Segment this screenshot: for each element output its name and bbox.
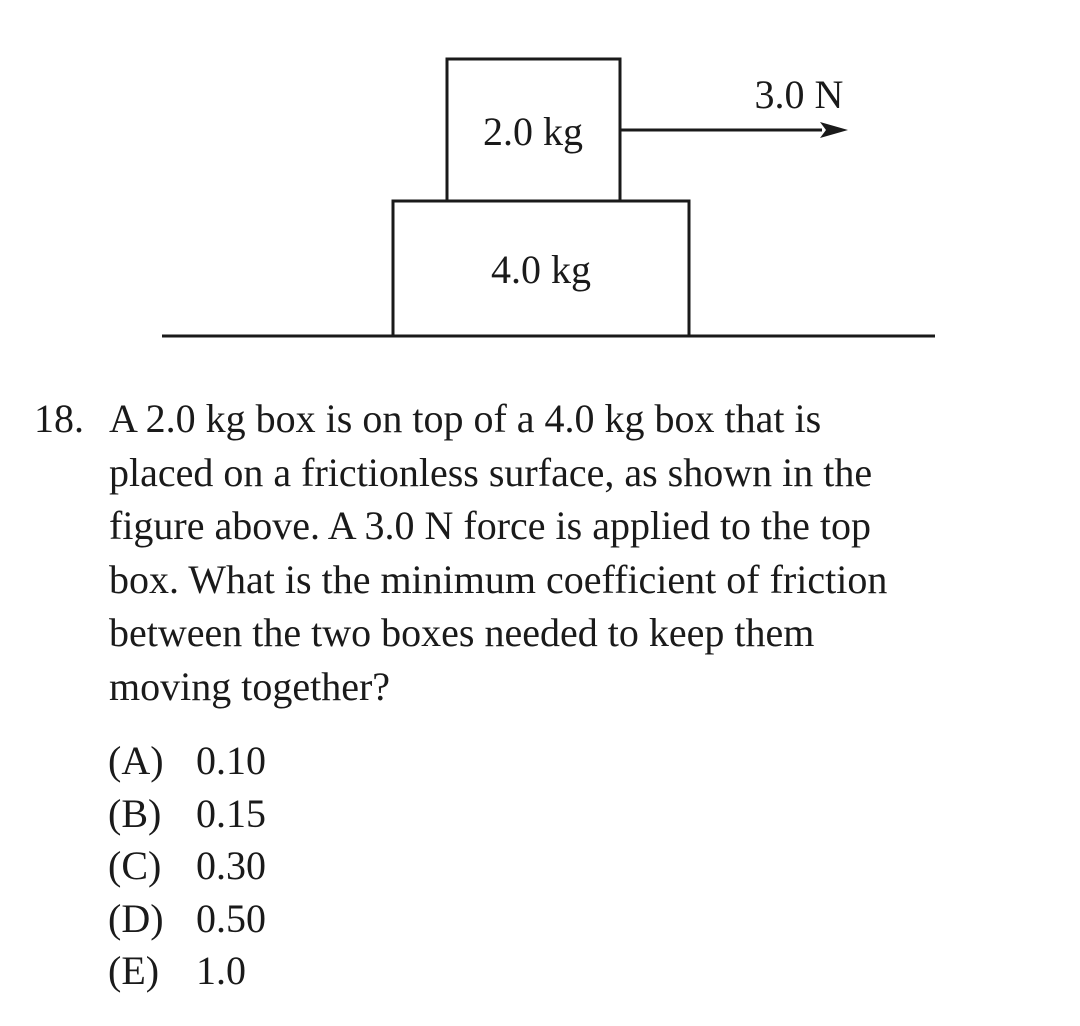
bottom-box-label: 4.0 kg bbox=[491, 247, 591, 292]
force-label: 3.0 N bbox=[754, 72, 844, 117]
choice-value: 0.50 bbox=[196, 895, 266, 941]
answer-choices bbox=[108, 735, 266, 998]
choice-letter: (A) bbox=[108, 738, 164, 783]
choice-letter: (C) bbox=[108, 843, 162, 888]
choice-e bbox=[108, 945, 266, 998]
question-text: A 2.0 kg box is on top of a 4.0 kg box that is placed on a frictionless surface, as shown in the figure above. A 3.0 N force is applied to the top box. What is the minimum coefficient of friction between the two boxes needed to keep them moving together? bbox=[109, 396, 888, 709]
box-diagram bbox=[0, 0, 1080, 360]
question-number: 18. bbox=[34, 396, 84, 441]
force-arrowhead bbox=[820, 122, 848, 138]
choice-value: 1.0 bbox=[196, 948, 246, 993]
choice-letter: (E) bbox=[108, 948, 160, 993]
choice-c bbox=[108, 840, 266, 893]
choice-value: 0.30 bbox=[196, 843, 266, 888]
top-box-label: 2.0 kg bbox=[483, 109, 583, 154]
choice-value: 0.10 bbox=[196, 738, 266, 783]
choice-letter: (D) bbox=[108, 895, 164, 941]
choice-letter: (B) bbox=[108, 790, 162, 836]
choice-b bbox=[108, 788, 266, 841]
choice-value: 0.15 bbox=[196, 790, 266, 836]
choice-a bbox=[108, 735, 266, 788]
choice-d bbox=[108, 893, 266, 946]
